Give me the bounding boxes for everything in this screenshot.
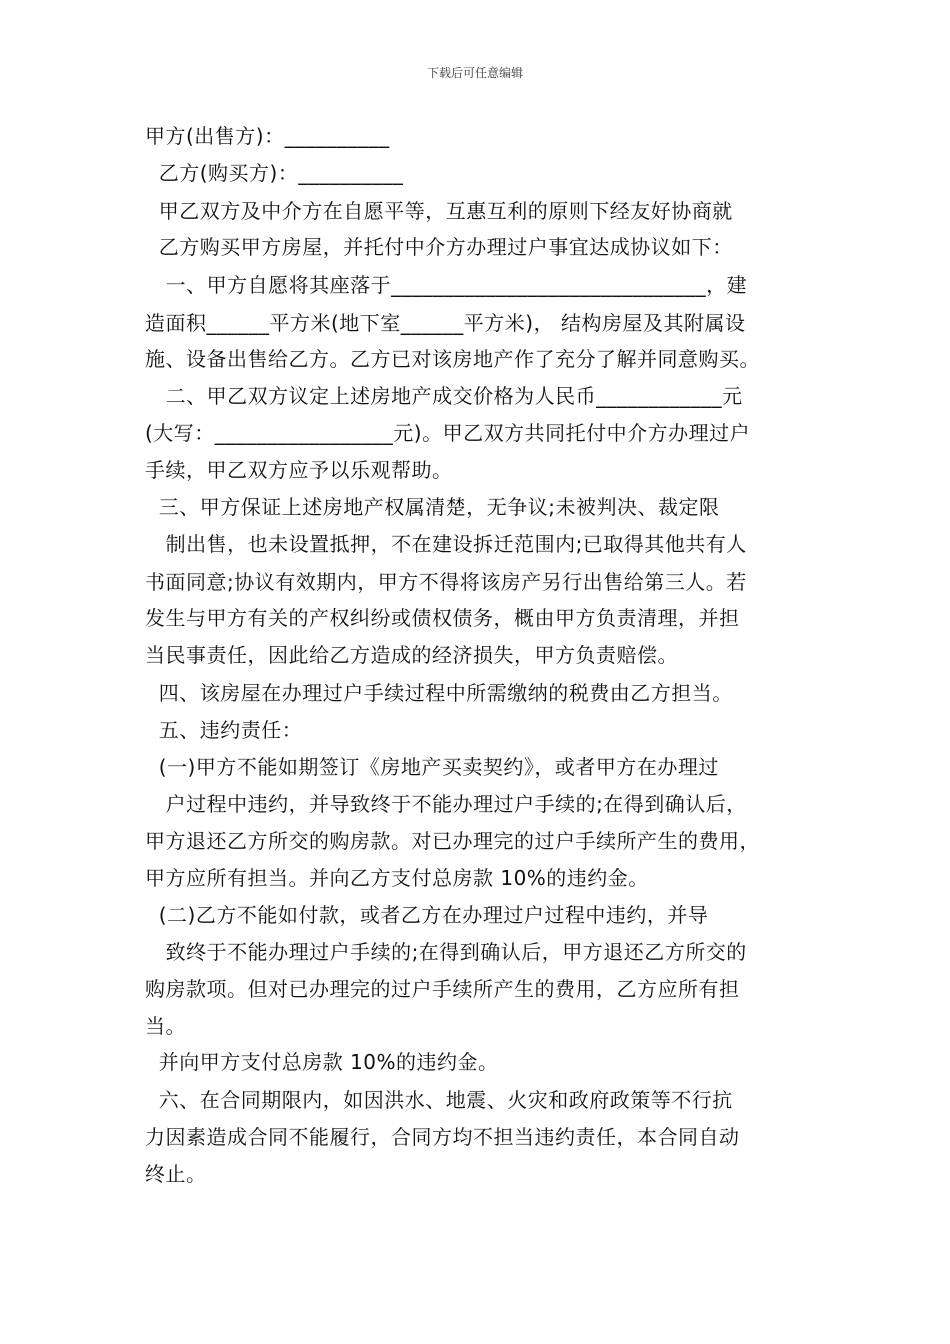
contract-line: 当民事责任，因此给乙方造成的经济损失，甲方负责赔偿。 xyxy=(145,643,678,667)
contract-line: 乙方(购买方)：__________ xyxy=(145,161,404,185)
contract-line: 四、该房屋在办理过户手续过程中所需缴纳的税费由乙方担当。 xyxy=(145,681,733,705)
contract-line: 购房款项。但对已办理完的过户手续所产生的费用，乙方应所有担 xyxy=(145,977,740,1001)
page-header-note: 下载后可任意编辑 xyxy=(426,66,523,80)
contract-line: 终止。 xyxy=(145,1162,207,1186)
contract-line: 施、设备出售给乙方。乙方已对该房地产作了充分了解并同意购买。 xyxy=(145,347,760,371)
contract-line: 乙方购买甲方房屋，并托付中介方办理过户事宜达成协议如下： xyxy=(145,235,733,259)
contract-line: 造面积______平方米(地下室______平方米)， 结构房屋及其附属设 xyxy=(145,311,746,335)
contract-line: (一)甲方不能如期签订《房地产买卖契约》，或者甲方在办理过 xyxy=(145,755,719,779)
contract-line: 三、甲方保证上述房地产权属清楚，无争议;未被判决、裁定限 xyxy=(145,495,720,519)
contract-line: 甲方应所有担当。并向乙方支付总房款 10%的违约金。 xyxy=(145,866,649,890)
contract-line: 二、甲乙双方议定上述房地产成交价格为人民币____________元 xyxy=(145,384,743,408)
contract-line: 当。 xyxy=(145,1014,186,1038)
contract-line: 发生与甲方有关的产权纠纷或债权债务，概由甲方负责清理，并担 xyxy=(145,606,740,630)
contract-line: 制出售，也未设置抵押，不在建设拆迁范围内;已取得其他共有人 xyxy=(145,532,747,556)
contract-line: (大写：_________________元)。甲乙双方共同托付中介方办理过户 xyxy=(145,421,751,445)
contract-line: 户过程中违约，并导致终于不能办理过户手续的;在得到确认后， xyxy=(145,792,747,816)
contract-line: 甲乙双方及中介方在自愿平等，互惠互利的原则下经友好协商就 xyxy=(145,199,733,223)
contract-line: 并向甲方支付总房款 10%的违约金。 xyxy=(145,1050,499,1074)
contract-line: 书面同意;协议有效期内，甲方不得将该房产另行出售给第三人。若 xyxy=(145,570,747,594)
contract-line: 五、违约责任： xyxy=(145,718,303,742)
contract-line: 手续，甲乙双方应予以乐观帮助。 xyxy=(145,458,453,482)
contract-line: 致终于不能办理过户手续的;在得到确认后，甲方退还乙方所交的 xyxy=(145,940,747,964)
contract-line: 力因素造成合同不能履行，合同方均不担当违约责任，本合同自动 xyxy=(145,1125,740,1149)
contract-line: 一、甲方自愿将其座落于______________________________，建 xyxy=(145,273,748,297)
contract-line: 甲方退还乙方所交的购房款。对已办理完的过户手续所产生的费用， xyxy=(145,829,760,853)
contract-line: 六、在合同期限内，如因洪水、地震、火灾和政府政策等不行抗 xyxy=(145,1088,733,1112)
contract-line: 甲方(出售方)：__________ xyxy=(145,124,390,148)
contract-line: (二)乙方不能如付款，或者乙方在办理过户过程中违约，并导 xyxy=(145,903,709,927)
